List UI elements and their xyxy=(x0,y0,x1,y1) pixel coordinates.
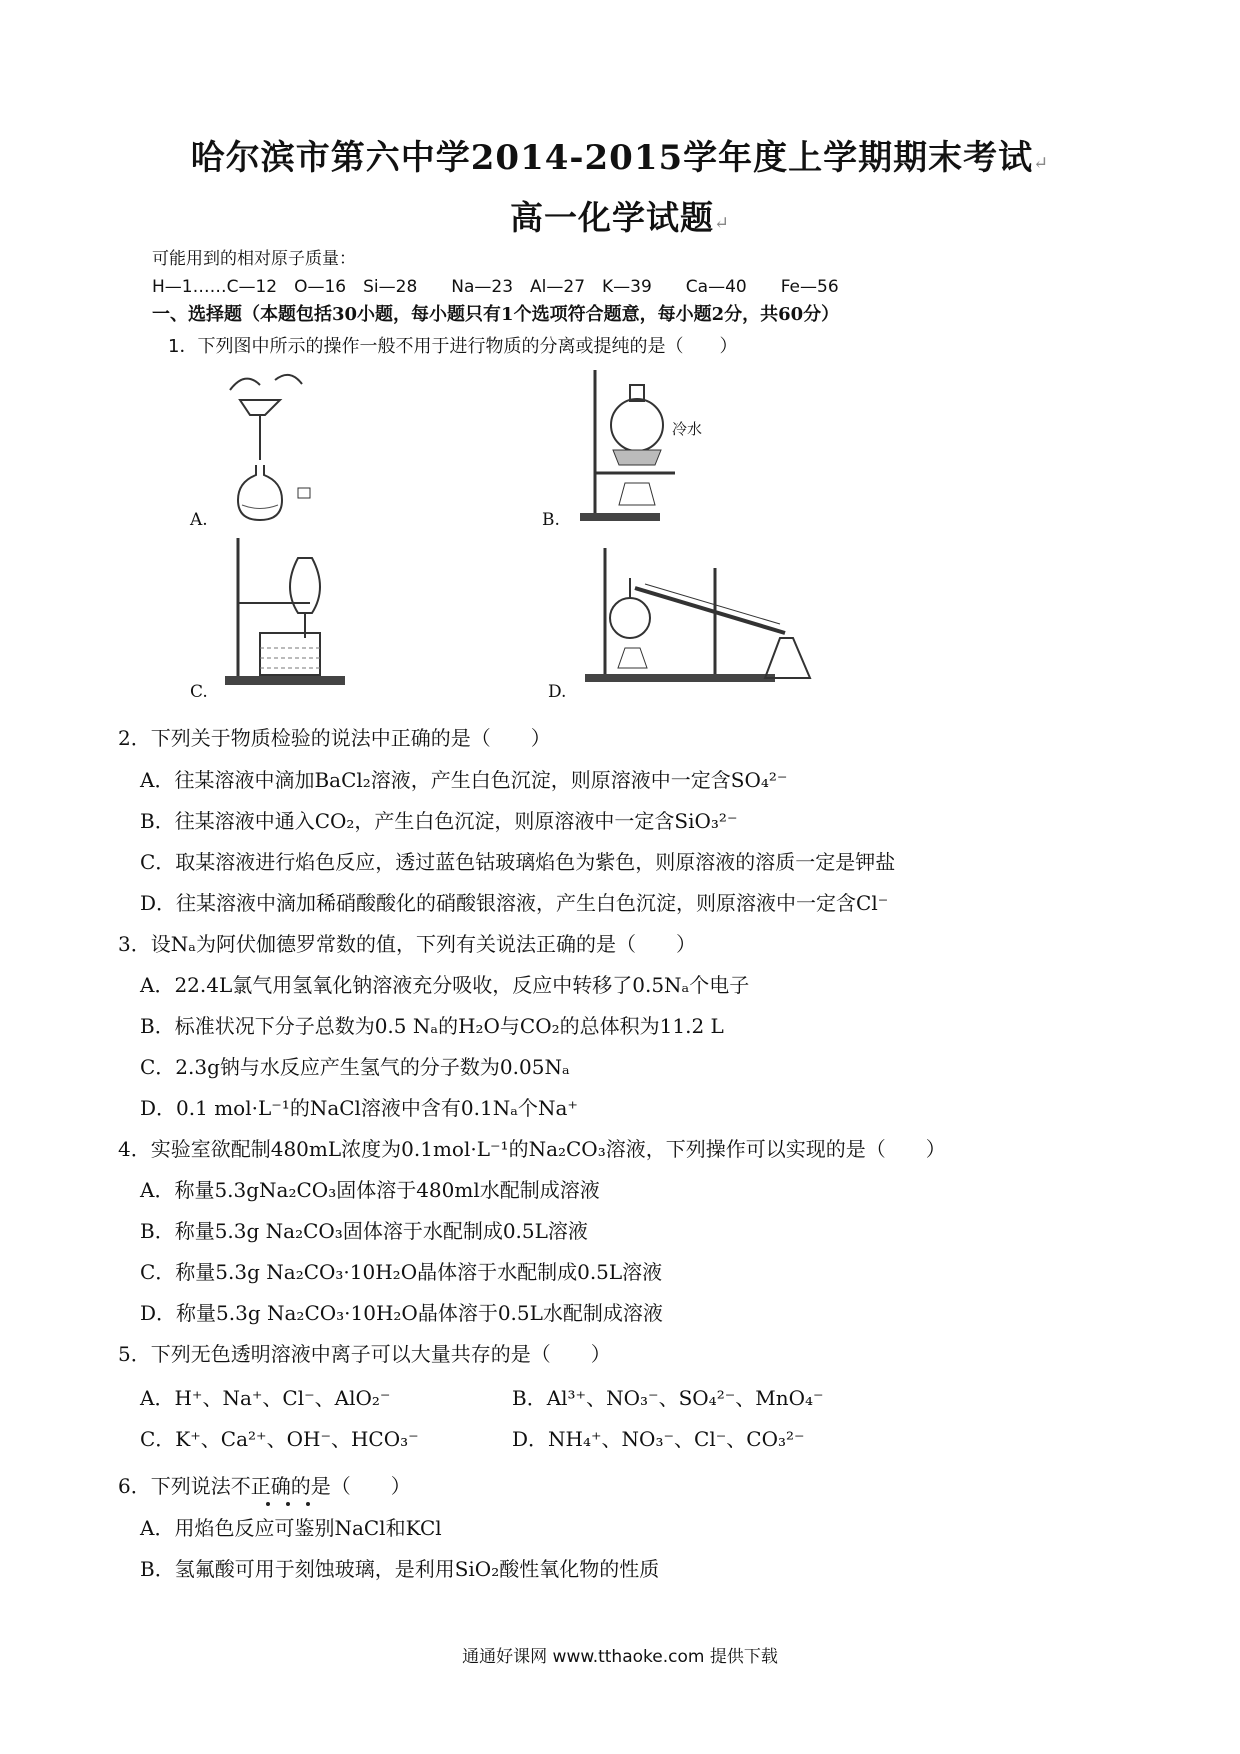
q5-option-a: A．H⁺、Na⁺、Cl⁻、AlO₂⁻ xyxy=(140,1386,391,1410)
exam-title: 哈尔滨市第六中学2014-2015学年度上学期期末考试↵ xyxy=(190,138,1050,178)
apparatus-d-image xyxy=(585,548,825,688)
q4-stem: 4．实验室欲配制480mL浓度为0.1mol·L⁻¹的Na₂CO₃溶液，下列操作可以实现的是（ ） xyxy=(118,1137,946,1161)
q5-option-d: D．NH₄⁺、NO₃⁻、Cl⁻、CO₃²⁻ xyxy=(512,1427,805,1451)
footer-source: 通通好课网 www.tthaoke.com 提供下载 xyxy=(462,1647,778,1667)
atomic-mass-label: 可能用到的相对原子质量： xyxy=(152,249,356,269)
apparatus-c-image xyxy=(220,538,350,688)
fig-b-label: B. xyxy=(542,510,560,530)
fig-c-label: C. xyxy=(190,682,208,702)
q3-option-d: D．0.1 mol·L⁻¹的NaCl溶液中含有0.1Nₐ个Na⁺ xyxy=(140,1096,578,1120)
q2-option-b: B．往某溶液中通入CO₂，产生白色沉淀，则原溶液中一定含SiO₃²⁻ xyxy=(140,809,738,833)
q5-option-c: C．K⁺、Ca²⁺、OH⁻、HCO₃⁻ xyxy=(140,1427,419,1451)
exam-subtitle: 高一化学试题↵ xyxy=(509,198,731,237)
q4-option-a: A．称量5.3gNa₂CO₃固体溶于480ml水配制成溶液 xyxy=(140,1178,600,1202)
q4-option-d: D．称量5.3g Na₂CO₃·10H₂O晶体溶于0.5L水配制成溶液 xyxy=(140,1301,663,1325)
apparatus-b-image xyxy=(575,365,715,525)
q2-stem: 2．下列关于物质检验的说法中正确的是（ ） xyxy=(118,726,551,750)
fig-a-label: A. xyxy=(190,510,208,530)
q2-option-d: D．往某溶液中滴加稀硝酸酸化的硝酸银溶液，产生白色沉淀，则原溶液中一定含Cl⁻ xyxy=(140,891,889,915)
q1-stem: 1．下列图中所示的操作一般不用于进行物质的分离或提纯的是（ ） xyxy=(168,336,738,357)
q6-option-b: B．氢氟酸可用于刻蚀玻璃，是利用SiO₂酸性氧化物的性质 xyxy=(140,1557,660,1581)
q3-option-b: B．标准状况下分子总数为0.5 Nₐ的H₂O与CO₂的总体积为11.2 L xyxy=(140,1014,724,1038)
fig-d-label: D. xyxy=(548,682,567,702)
atomic-mass-values: H—1……C—12 O—16 Si—28 Na—23 Al—27 K—39 Ca—40 Fe—56 xyxy=(152,277,839,297)
q6-stem: 6．下列说法不正确的是（ ） xyxy=(118,1474,411,1498)
q5-option-b: B．Al³⁺、NO₃⁻、SO₄²⁻、MnO₄⁻ xyxy=(512,1386,824,1410)
q2-option-c: C．取某溶液进行焰色反应，透过蓝色钴玻璃焰色为紫色，则原溶液的溶质一定是钾盐 xyxy=(140,850,896,874)
apparatus-a-image xyxy=(220,370,330,520)
q3-option-c: C．2.3g钠与水反应产生氢气的分子数为0.05Nₐ xyxy=(140,1055,570,1079)
q4-option-b: B．称量5.3g Na₂CO₃固体溶于水配制成0.5L溶液 xyxy=(140,1219,588,1243)
q5-stem: 5．下列无色透明溶液中离子可以大量共存的是（ ） xyxy=(118,1342,611,1366)
q4-option-c: C．称量5.3g Na₂CO₃·10H₂O晶体溶于水配制成0.5L溶液 xyxy=(140,1260,663,1284)
emphasis-dots xyxy=(262,1500,322,1508)
section-heading: 一、选择题（本题包括30小题，每小题只有1个选项符合题意，每小题2分，共60分） xyxy=(152,304,840,325)
q3-stem: 3．设Nₐ为阿伏伽德罗常数的值，下列有关说法正确的是（ ） xyxy=(118,932,696,956)
q2-option-a: A．往某溶液中滴加BaCl₂溶液，产生白色沉淀，则原溶液中一定含SO₄²⁻ xyxy=(140,768,788,792)
cold-water-label: 冷水 xyxy=(672,420,703,438)
q3-option-a: A．22.4L氯气用氢氧化钠溶液充分吸收，反应中转移了0.5Nₐ个电子 xyxy=(140,973,750,997)
q6-option-a: A．用焰色反应可鉴别NaCl和KCl xyxy=(140,1516,442,1540)
